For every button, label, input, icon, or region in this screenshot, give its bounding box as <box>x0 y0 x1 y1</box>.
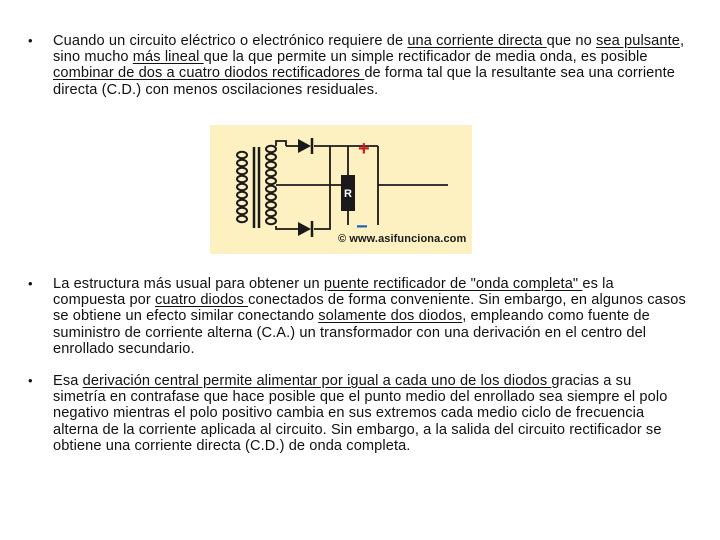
bullet-paragraph-3 <box>28 373 688 454</box>
transformer-core <box>254 147 259 228</box>
bullet-paragraph-1 <box>28 33 688 98</box>
text-run: es la compuesta por <box>53 276 614 309</box>
text-run: que la que permite un simple rectificador de media onda, es posible <box>203 49 648 66</box>
text-run: , empleando como fuente de suministro de corriente alterna (C.A.) un transformador con una derivación en el centro del enrollado secundario. <box>53 308 650 357</box>
diode-top <box>298 138 312 154</box>
negative-sign: − <box>356 216 368 238</box>
bullet-marker: • <box>28 33 33 48</box>
resistor-label: R <box>344 188 352 200</box>
text-run: gracias a su simetría en contrafase que hace posible que el punto medio del enrollado sea siempre el polo negativo mientras el polo positivo cambia en sus extremos cada medio ciclo de frecuencia alterna de la corriente aplicada al circuito. Sin embargo, a la salida del circuito rectificador se obtiene una corriente directa (C.D.) de onda completa. <box>53 373 668 454</box>
text-run: Cuando un circuito eléctrico o electrónico requiere de <box>53 33 408 49</box>
primary-coil <box>237 152 247 222</box>
bullet-marker: • <box>28 373 33 388</box>
paragraph-text <box>53 276 688 357</box>
bullet-paragraph-2 <box>28 276 688 357</box>
secondary-coil <box>266 146 276 224</box>
text-run: que no <box>546 33 597 49</box>
underlined-phrase: más lineal <box>132 49 204 66</box>
bullet-marker: • <box>28 276 33 291</box>
full-wave-rectifier-diagram <box>210 125 472 254</box>
underlined-phrase: puente rectificador de "onda completa" <box>323 276 583 292</box>
text-run: La estructura más usual para obtener un <box>53 276 324 292</box>
text-run: Esa <box>53 373 83 389</box>
image-credit: © www.asifunciona.com <box>338 233 467 245</box>
underlined-phrase: derivación central permite alimentar por igual a cada uno de los diodos <box>82 373 552 389</box>
underlined-phrase: una corriente directa <box>407 33 547 49</box>
text-run: conectados de forma conveniente. Sin embargo, en algunos casos se obtiene un efecto similar conectando <box>53 292 686 325</box>
underlined-phrase: sea pulsante <box>596 33 680 49</box>
underlined-phrase: solamente dos diodos <box>318 308 463 325</box>
underlined-phrase: combinar de dos a cuatro diodos rectificadores <box>53 65 365 82</box>
paragraph-text <box>53 373 688 454</box>
underlined-phrase: cuatro diodos <box>155 292 249 309</box>
text-run: , sino mucho <box>53 33 685 66</box>
positive-sign: + <box>358 138 370 160</box>
text-run: de forma tal que la resultante sea una corriente directa (C.D.) con menos oscilaciones residuales. <box>53 65 675 98</box>
paragraph-text <box>53 33 688 98</box>
diode-bottom <box>298 221 312 237</box>
